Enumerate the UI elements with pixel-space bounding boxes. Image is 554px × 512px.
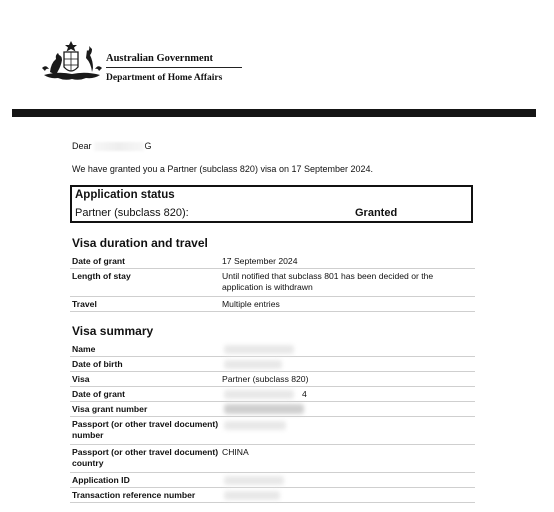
table-row bbox=[70, 297, 475, 312]
intro-text: We have granted you a Partner (subclass 820) visa on 17 September 2024. bbox=[72, 164, 374, 174]
redacted-value bbox=[224, 476, 284, 485]
salutation-tail: G bbox=[144, 141, 152, 151]
row-label: Travel bbox=[72, 299, 97, 309]
redacted-value bbox=[224, 390, 294, 399]
row-label: Length of stay bbox=[72, 271, 131, 281]
row-label: Date of grant bbox=[72, 256, 125, 266]
redacted-value bbox=[224, 404, 304, 414]
row-label: Date of grant bbox=[72, 389, 125, 399]
status-value: Granted bbox=[355, 207, 398, 219]
redacted-value bbox=[224, 345, 294, 354]
table-row bbox=[70, 387, 475, 402]
row-value: CHINA bbox=[222, 447, 249, 457]
row-value: Partner (subclass 820) bbox=[222, 374, 309, 384]
redacted-value bbox=[224, 421, 286, 430]
row-label: Date of birth bbox=[72, 359, 123, 369]
table-row bbox=[70, 417, 475, 445]
application-status-box bbox=[70, 185, 473, 223]
table-row bbox=[70, 445, 475, 473]
table-row bbox=[70, 473, 475, 488]
table-row bbox=[70, 254, 475, 269]
header-divider bbox=[106, 67, 242, 68]
duration-section-title: Visa duration and travel bbox=[72, 236, 208, 250]
row-value: 17 September 2024 bbox=[222, 256, 298, 266]
table-row bbox=[70, 488, 475, 503]
redacted-value bbox=[224, 360, 282, 369]
salutation-text: Dear bbox=[72, 141, 92, 151]
table-row bbox=[70, 402, 475, 417]
row-label: Passport (or other travel document) country bbox=[72, 447, 219, 468]
redacted-name bbox=[94, 142, 144, 151]
summary-section-title: Visa summary bbox=[72, 324, 154, 338]
status-label: Partner (subclass 820): bbox=[75, 207, 189, 219]
header-bar bbox=[12, 109, 536, 117]
coat-of-arms-icon bbox=[40, 38, 104, 84]
row-label: Name bbox=[72, 344, 96, 354]
redacted-value bbox=[224, 491, 280, 500]
row-label: Passport (or other travel document) number bbox=[72, 419, 219, 440]
row-value: Multiple entries bbox=[222, 299, 280, 309]
status-title: Application status bbox=[75, 189, 175, 201]
table-row bbox=[70, 357, 475, 372]
table-row bbox=[70, 342, 475, 357]
department-name: Department of Home Affairs bbox=[106, 73, 223, 83]
row-label: Visa bbox=[72, 374, 90, 384]
row-label: Visa grant number bbox=[72, 404, 148, 414]
table-row bbox=[70, 269, 475, 297]
salutation bbox=[72, 141, 152, 151]
row-label: Application ID bbox=[72, 475, 130, 485]
row-value: Until notified that subclass 801 has been decided or the application is withdrawn bbox=[222, 271, 434, 292]
row-label: Transaction reference number bbox=[72, 490, 196, 500]
table-row bbox=[70, 372, 475, 387]
row-value: 4 bbox=[302, 389, 307, 399]
government-name: Australian Government bbox=[106, 53, 214, 64]
letterhead bbox=[40, 38, 260, 94]
